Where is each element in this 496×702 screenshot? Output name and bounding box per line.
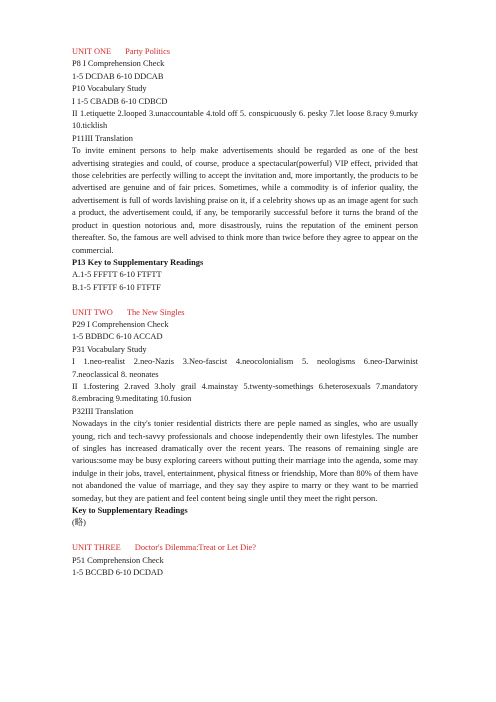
unit-one-supplementary-heading: P13 Key to Supplementary Readings — [72, 257, 204, 267]
unit-two-supplementary-note: (略) — [72, 518, 86, 528]
unit-three-title: Doctor's Dilemma:Treat or Let Die? — [134, 543, 256, 553]
unit-one-comprehension-heading: P8 I Comprehension Check — [72, 59, 165, 69]
unit-three-label: UNIT THREE — [72, 543, 121, 553]
section-gap — [72, 294, 418, 306]
unit-two-comprehension-answers: 1-5 BDBDC 6-10 ACCAD — [72, 332, 163, 342]
unit-one-vocabulary-heading: P10 Vocabulary Study — [72, 84, 147, 94]
unit-one-label: UNIT ONE — [72, 47, 112, 56]
unit-one-vocabulary-part-two: II 1.etiquette 2.looped 3.unaccountable 4.told off 5. conspicuously 6. pesky 7.let loose 8.racy 9.murky 10.ticklish — [72, 109, 418, 131]
unit-one-supplementary-a: A.1-5 FFFTT 6-10 FTFTT — [72, 270, 162, 280]
unit-two-vocabulary-part-two: II 1.fostering 2.raved 3.holy grail 4.mainstay 5.twenty-somethings 6.heterosexuals 7.mandatory 8.embracing 9.meditating 10.fusion — [72, 381, 418, 404]
unit-three-comprehension-heading: P51 Comprehension Check — [72, 555, 164, 565]
unit-two-label: UNIT TWO — [72, 307, 113, 317]
unit-two-supplementary-heading: Key to Supplementary Readings — [72, 506, 188, 516]
unit-three-comprehension-answers: 1-5 BCCBD 6-10 DCDAD — [72, 568, 163, 578]
unit-two-translation-heading: P32III Translation — [72, 406, 134, 416]
unit-one-vocabulary-part-one: I 1-5 CBADB 6-10 CDBCD — [72, 96, 168, 106]
document-page — [72, 46, 418, 579]
unit-one-heading — [72, 46, 418, 58]
unit-two-title: The New Singles — [126, 307, 185, 317]
unit-three-heading — [72, 542, 418, 554]
unit-two-heading — [72, 307, 418, 319]
unit-two-vocabulary-part-one: I 1.neo-realist 2.neo-Nazis 3.Neo-fascist 4.neocolonialism 5. neologisms 6.neo-Darwinist 7.neoclassical 8. neonates — [72, 357, 418, 379]
section-gap — [72, 530, 418, 542]
unit-one-supplementary-b: B.1-5 FTFTF 6-10 FTFTF — [72, 282, 161, 292]
unit-two-translation-text: Nowadays in the city's tonier residential districts there are peple named as singles, who are usually young, rich and tech-savvy professionals and choose independently their own lifestyles. The number of singles has increased dramatically over the recent years. The reasons of remaining single are various:some may be busy exploring careers without putting their marriage into the agenda, some may indulge in their jobs, travel, entertainment, physical fitness or friendship, More than 80% of them have not abandoned the value of marriage, and they say they aspire to marry or they want to be married someday, but they are patient and feel content being single until they meet the right person. — [72, 419, 418, 503]
unit-one-translation-text: To invite eminent persons to help make advertisements should be regarded as one of the best advertising strategies and could, of course, produce a spectacular(powerful) VIP effect, privided that those celebrities are perfectly willing to accept the invitation and, more importantly, the products to be advertised are genuine and of fair prices. Sometimes, while a commodity is of inferior quality, the advertisement is full of words lavishing praise on it, if a celebrity shows up as an image agent for such a product, the advertisement could, if any, be temporarily successful before it turns the brand of the product in question notorious and, more disastrously, ruins the reputation of the eminent person thereafter. So, the famous are well advised to think more than twice before they agree to appear on the commercial. — [72, 146, 418, 255]
unit-one-comprehension-answers: 1-5 DCDAB 6-10 DDCAB — [72, 71, 164, 81]
unit-one-translation-heading: P11III Translation — [72, 133, 133, 143]
unit-two-vocabulary-heading: P31 Vocabulary Study — [72, 344, 147, 354]
unit-one-title: Party Politics — [125, 47, 171, 56]
unit-two-comprehension-heading: P29 I Comprehension Check — [72, 319, 169, 329]
